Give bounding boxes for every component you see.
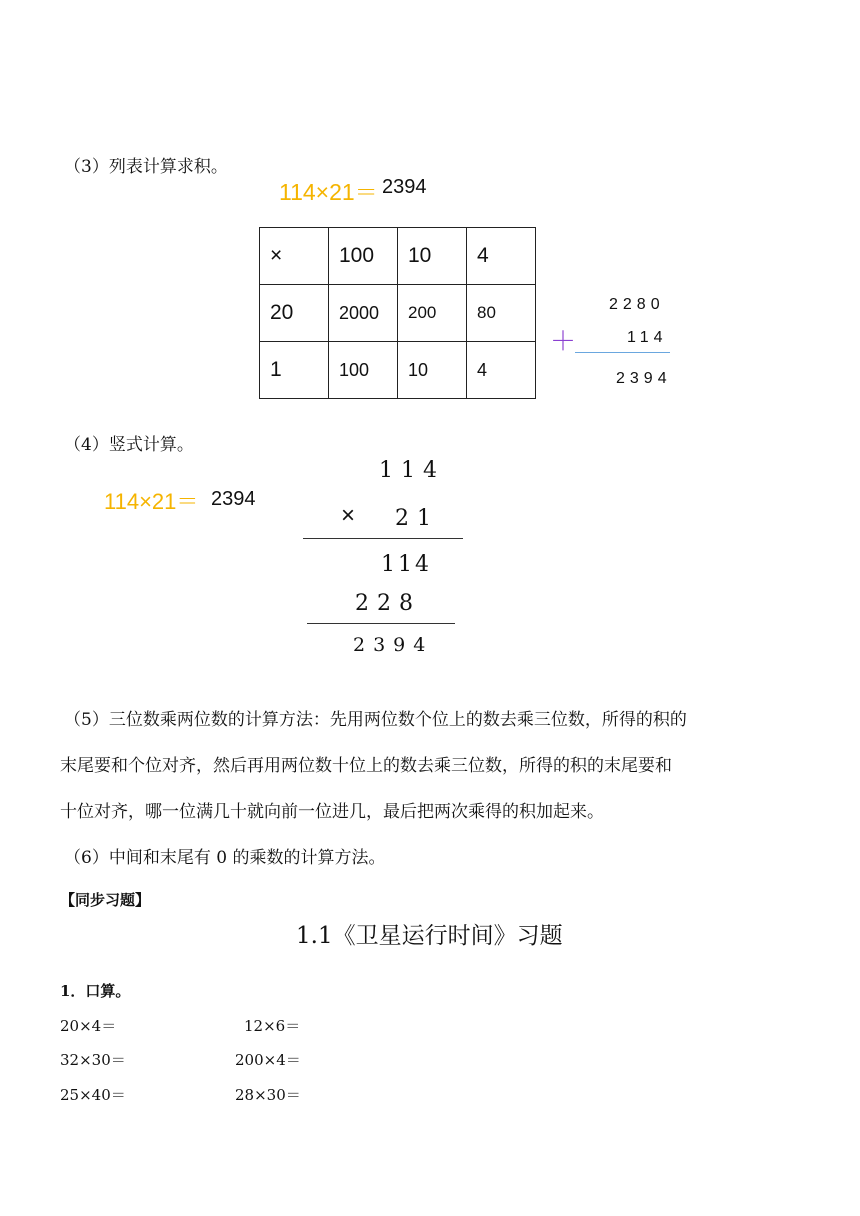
side-sum-line1: 2280: [609, 296, 665, 313]
exercise-tag: 【同步习题】: [60, 892, 151, 909]
section4-equation-lhs: 114×21＝: [104, 489, 199, 514]
section3-equation-rhs: 2394: [382, 176, 427, 198]
oral-item: 200×4＝: [235, 1051, 301, 1069]
side-sum-line2: 114: [627, 329, 668, 346]
section4-equation-rhs: 2394: [211, 488, 256, 510]
question-1-label: 1．口算。: [60, 982, 131, 1000]
table-cell: 100: [329, 342, 398, 399]
table-cell: ×: [260, 228, 329, 285]
table-row: [260, 285, 536, 342]
vertical-rule-1: [303, 538, 463, 539]
vertical-multiplier: 21: [395, 506, 439, 531]
section6-line1: （6）中间和末尾有 0 的乘数的计算方法。: [64, 848, 386, 868]
table-cell: 200: [398, 285, 467, 342]
table-cell: 10: [398, 342, 467, 399]
table-cell: 80: [467, 285, 536, 342]
table-cell: 4: [467, 228, 536, 285]
table-cell: 4: [467, 342, 536, 399]
section4-heading: （4）竖式计算。: [64, 435, 194, 455]
table-cell: 10: [398, 228, 467, 285]
vertical-partial-2: 228: [355, 591, 421, 616]
vertical-rule-2: [307, 623, 455, 624]
oral-item: 12×6＝: [244, 1017, 301, 1035]
table-cell: 20: [260, 285, 329, 342]
plus-sign: ＋: [550, 326, 577, 356]
oral-item: 20×4＝: [60, 1017, 117, 1035]
vertical-times-sign: ×: [341, 502, 356, 529]
side-sum-result: 2394: [616, 370, 672, 387]
table-cell: 1: [260, 342, 329, 399]
section5-line1: （5）三位数乘两位数的计算方法：先用两位数个位上的数去乘三位数，所得的积的: [64, 710, 687, 730]
section3-heading: （3）列表计算求积。: [64, 157, 228, 177]
exercise-title: 1.1《卫星运行时间》习题: [296, 923, 563, 949]
vertical-multiplicand: 114: [379, 458, 445, 483]
section5-line2: 末尾要和个位对齐，然后再用两位数十位上的数去乘三位数，所得的积的末尾要和: [60, 756, 672, 776]
table-row: [260, 228, 536, 285]
multiplication-grid-table: [259, 227, 536, 399]
vertical-partial-1: 114: [381, 552, 432, 577]
section5-line3: 十位对齐，哪一位满几十就向前一位进几，最后把两次乘得的积加起来。: [60, 802, 604, 822]
section3-equation-lhs: 114×21＝: [279, 179, 378, 205]
table-cell: 100: [329, 228, 398, 285]
oral-item: 28×30＝: [235, 1086, 301, 1104]
table-cell: 2000: [329, 285, 398, 342]
oral-item: 32×30＝: [60, 1051, 126, 1069]
table-row: [260, 342, 536, 399]
vertical-result: 2394: [353, 634, 434, 656]
side-sum-rule: [575, 352, 670, 353]
oral-item: 25×40＝: [60, 1086, 126, 1104]
